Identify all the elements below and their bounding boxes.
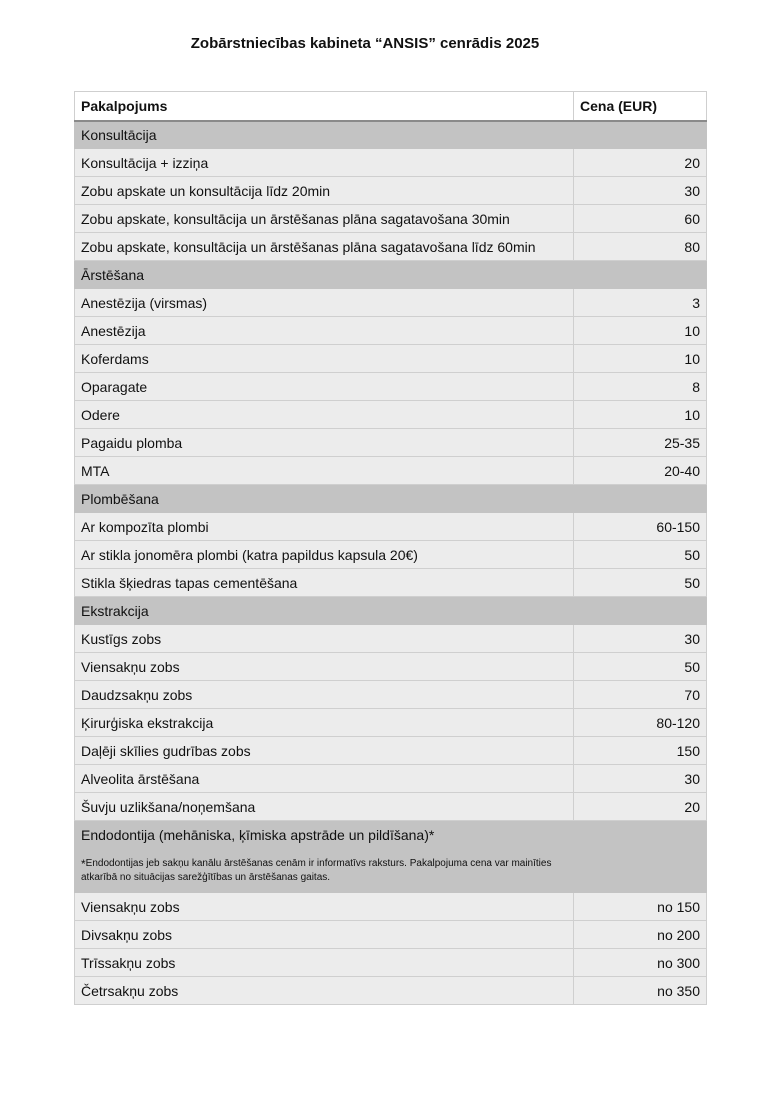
price-cell: 20-40	[574, 457, 707, 485]
table-row	[75, 653, 707, 681]
table-row	[75, 949, 707, 977]
service-cell: Kustīgs zobs	[75, 625, 574, 653]
section-price-empty	[574, 485, 707, 513]
service-cell: Zobu apskate un konsultācija līdz 20min	[75, 177, 574, 205]
table-row	[75, 401, 707, 429]
section-title	[75, 821, 574, 893]
price-cell: 80	[574, 233, 707, 261]
section-row	[75, 485, 707, 513]
table-row	[75, 205, 707, 233]
table-row	[75, 765, 707, 793]
service-cell: Anestēzija (virsmas)	[75, 289, 574, 317]
price-cell: 50	[574, 541, 707, 569]
service-cell: Ar stikla jonomēra plombi (katra papildus kapsula 20€)	[75, 541, 574, 569]
section-name: Plombēšana	[81, 490, 159, 507]
price-cell: 60	[574, 205, 707, 233]
price-cell: no 150	[574, 893, 707, 921]
table-row	[75, 541, 707, 569]
table-row	[75, 737, 707, 765]
price-cell: 20	[574, 149, 707, 177]
table-row	[75, 709, 707, 737]
price-cell: 10	[574, 401, 707, 429]
service-cell: Ar kompozīta plombi	[75, 513, 574, 541]
price-cell: 20	[574, 793, 707, 821]
table-row	[75, 893, 707, 921]
table-row	[75, 681, 707, 709]
section-row	[75, 261, 707, 289]
section-footnote	[81, 857, 567, 885]
price-cell: 30	[574, 765, 707, 793]
price-cell: 3	[574, 289, 707, 317]
price-table	[74, 91, 707, 1005]
price-cell: no 350	[574, 977, 707, 1005]
table-row	[75, 977, 707, 1005]
service-cell: Oparagate	[75, 373, 574, 401]
service-cell: Zobu apskate, konsultācija un ārstēšanas plāna sagatavošana līdz 60min	[75, 233, 574, 261]
section-row	[75, 597, 707, 625]
price-cell: 30	[574, 177, 707, 205]
page-title: Zobārstniecības kabineta “ANSIS” cenrādis 2025	[190, 35, 540, 52]
price-cell: 50	[574, 653, 707, 681]
price-cell: 60-150	[574, 513, 707, 541]
section-row	[75, 821, 707, 893]
price-cell: 25-35	[574, 429, 707, 457]
column-header-price: Cena (EUR)	[574, 92, 707, 121]
table-row	[75, 317, 707, 345]
column-header-service: Pakalpojums	[75, 92, 574, 121]
price-cell: 10	[574, 317, 707, 345]
table-row	[75, 793, 707, 821]
price-cell: 8	[574, 373, 707, 401]
table-row	[75, 177, 707, 205]
service-cell: Daļēji skīlies gudrības zobs	[75, 737, 574, 765]
price-cell: 10	[574, 345, 707, 373]
section-title	[75, 485, 574, 513]
price-cell: 150	[574, 737, 707, 765]
section-row	[75, 121, 707, 149]
footnote-marker: *	[81, 857, 86, 871]
table-row	[75, 625, 707, 653]
table-row	[75, 457, 707, 485]
service-cell: Stikla šķiedras tapas cementēšana	[75, 569, 574, 597]
price-cell: 50	[574, 569, 707, 597]
section-title	[75, 261, 574, 289]
price-cell: 70	[574, 681, 707, 709]
table-header-row	[75, 92, 707, 121]
service-cell: Divsakņu zobs	[75, 921, 574, 949]
section-price-empty	[574, 121, 707, 149]
service-cell: Odere	[75, 401, 574, 429]
table-row	[75, 569, 707, 597]
table-row	[75, 373, 707, 401]
service-cell: Alveolita ārstēšana	[75, 765, 574, 793]
section-title	[75, 597, 574, 625]
service-cell: Ķirurģiska ekstrakcija	[75, 709, 574, 737]
section-price-empty	[574, 821, 707, 893]
section-name: Ārstēšana	[81, 266, 145, 283]
section-title	[75, 121, 574, 149]
service-cell: Viensakņu zobs	[75, 653, 574, 681]
section-name: Endodontija (mehāniska, ķīmiska apstrāde un pildīšana)*	[81, 827, 435, 843]
section-name: Konsultācija	[81, 126, 157, 143]
section-price-empty	[574, 597, 707, 625]
table-row	[75, 149, 707, 177]
table-row	[75, 233, 707, 261]
service-cell: Četrsakņu zobs	[75, 977, 574, 1005]
service-cell: Anestēzija	[75, 317, 574, 345]
service-cell: Zobu apskate, konsultācija un ārstēšanas plāna sagatavošana 30min	[75, 205, 574, 233]
service-cell: Konsultācija + izziņa	[75, 149, 574, 177]
section-name: Ekstrakcija	[81, 602, 149, 619]
service-cell: Pagaidu plomba	[75, 429, 574, 457]
table-row	[75, 345, 707, 373]
service-cell: Koferdams	[75, 345, 574, 373]
service-cell: Viensakņu zobs	[75, 893, 574, 921]
price-cell: 80-120	[574, 709, 707, 737]
table-body	[75, 121, 707, 1005]
table-row	[75, 429, 707, 457]
price-cell: 30	[574, 625, 707, 653]
price-cell: no 300	[574, 949, 707, 977]
table-row	[75, 513, 707, 541]
service-cell: Šuvju uzlikšana/noņemšana	[75, 793, 574, 821]
service-cell: MTA	[75, 457, 574, 485]
service-cell: Daudzsakņu zobs	[75, 681, 574, 709]
section-price-empty	[574, 261, 707, 289]
price-cell: no 200	[574, 921, 707, 949]
table-row	[75, 921, 707, 949]
service-cell: Trīssakņu zobs	[75, 949, 574, 977]
table-row	[75, 289, 707, 317]
footnote-text: Endodontijas jeb sakņu kanālu ārstēšanas cenām ir informatīvs raksturs. Pakalpojuma cena var mainīties atkarībā no situācijas sarežģītības un ārstēšanas gaitas.	[81, 858, 552, 883]
